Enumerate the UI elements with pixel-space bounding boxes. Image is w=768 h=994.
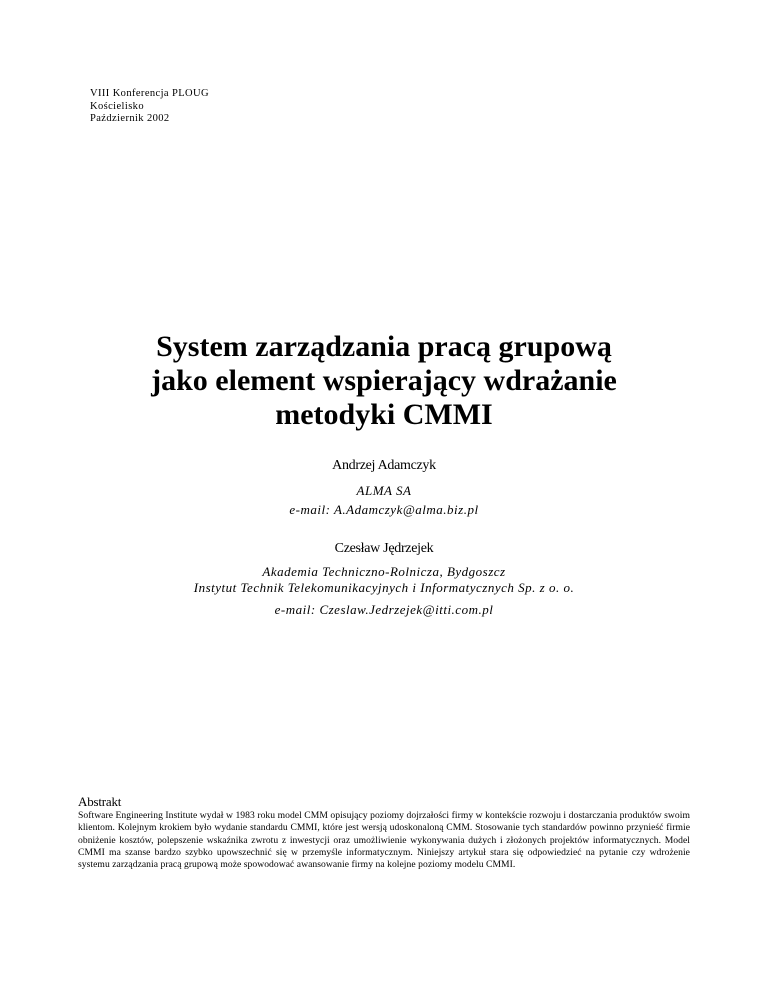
author-2-affiliation-1: Akademia Techniczno-Rolnicza, Bydgoszcz: [262, 564, 506, 579]
title-line-2: jako element wspierający wdrażanie: [151, 364, 617, 397]
author-1-affiliation: ALMA SA: [356, 483, 412, 498]
author-2-name: Czesław Jędrzejek: [334, 541, 434, 556]
paper-title: [0, 330, 768, 432]
conference-name: VIII Konferencja PLOUG: [90, 88, 210, 99]
abstract-text: Software Engineering Institute wydał w 1983 roku model CMM opisujący poziomy dojrzałości firmy w kontekście rozwoju i dostarczania produktów swoim klientom. Kolejnym krokiem było wydanie standardu CMMI, które jest wersją udoskonaloną CMM. Stosowanie tych standardów powinno przynieść firmie obniżenie kosztów, polepszenie wskaźnika zwrotu z inwestycji oraz umożliwienie wykonywania dużych i złożonych projektów informatycznych. Model CMMI ma szanse bardzo szybko upowszechnić się w przemyśle informatycznym. Niniejszy artykuł stara się odpowiedzieć na pytanie czy wdrożenie systemu zarządzania pracą grupową może spowodować awansowanie firmy na kolejne poziomy modelu CMMI.: [78, 810, 690, 871]
conference-header: [90, 88, 209, 126]
author-1-email: e-mail: A.Adamczyk@alma.biz.pl: [289, 502, 479, 517]
author-2-email: e-mail: Czeslaw.Jedrzejek@itti.com.pl: [274, 602, 494, 617]
author-1-name: Andrzej Adamczyk: [332, 458, 436, 473]
abstract-heading: Abstrakt: [78, 794, 122, 809]
author-2-affiliation-2: Instytut Technik Telekomunikacyjnych i Informatycznych Sp. z o. o.: [193, 580, 575, 595]
conference-date: Październik 2002: [90, 113, 170, 124]
title-line-1: System zarządzania pracą grupową: [156, 330, 612, 363]
title-line-3: metodyki CMMI: [275, 398, 493, 431]
conference-location: Kościelisko: [90, 100, 144, 112]
